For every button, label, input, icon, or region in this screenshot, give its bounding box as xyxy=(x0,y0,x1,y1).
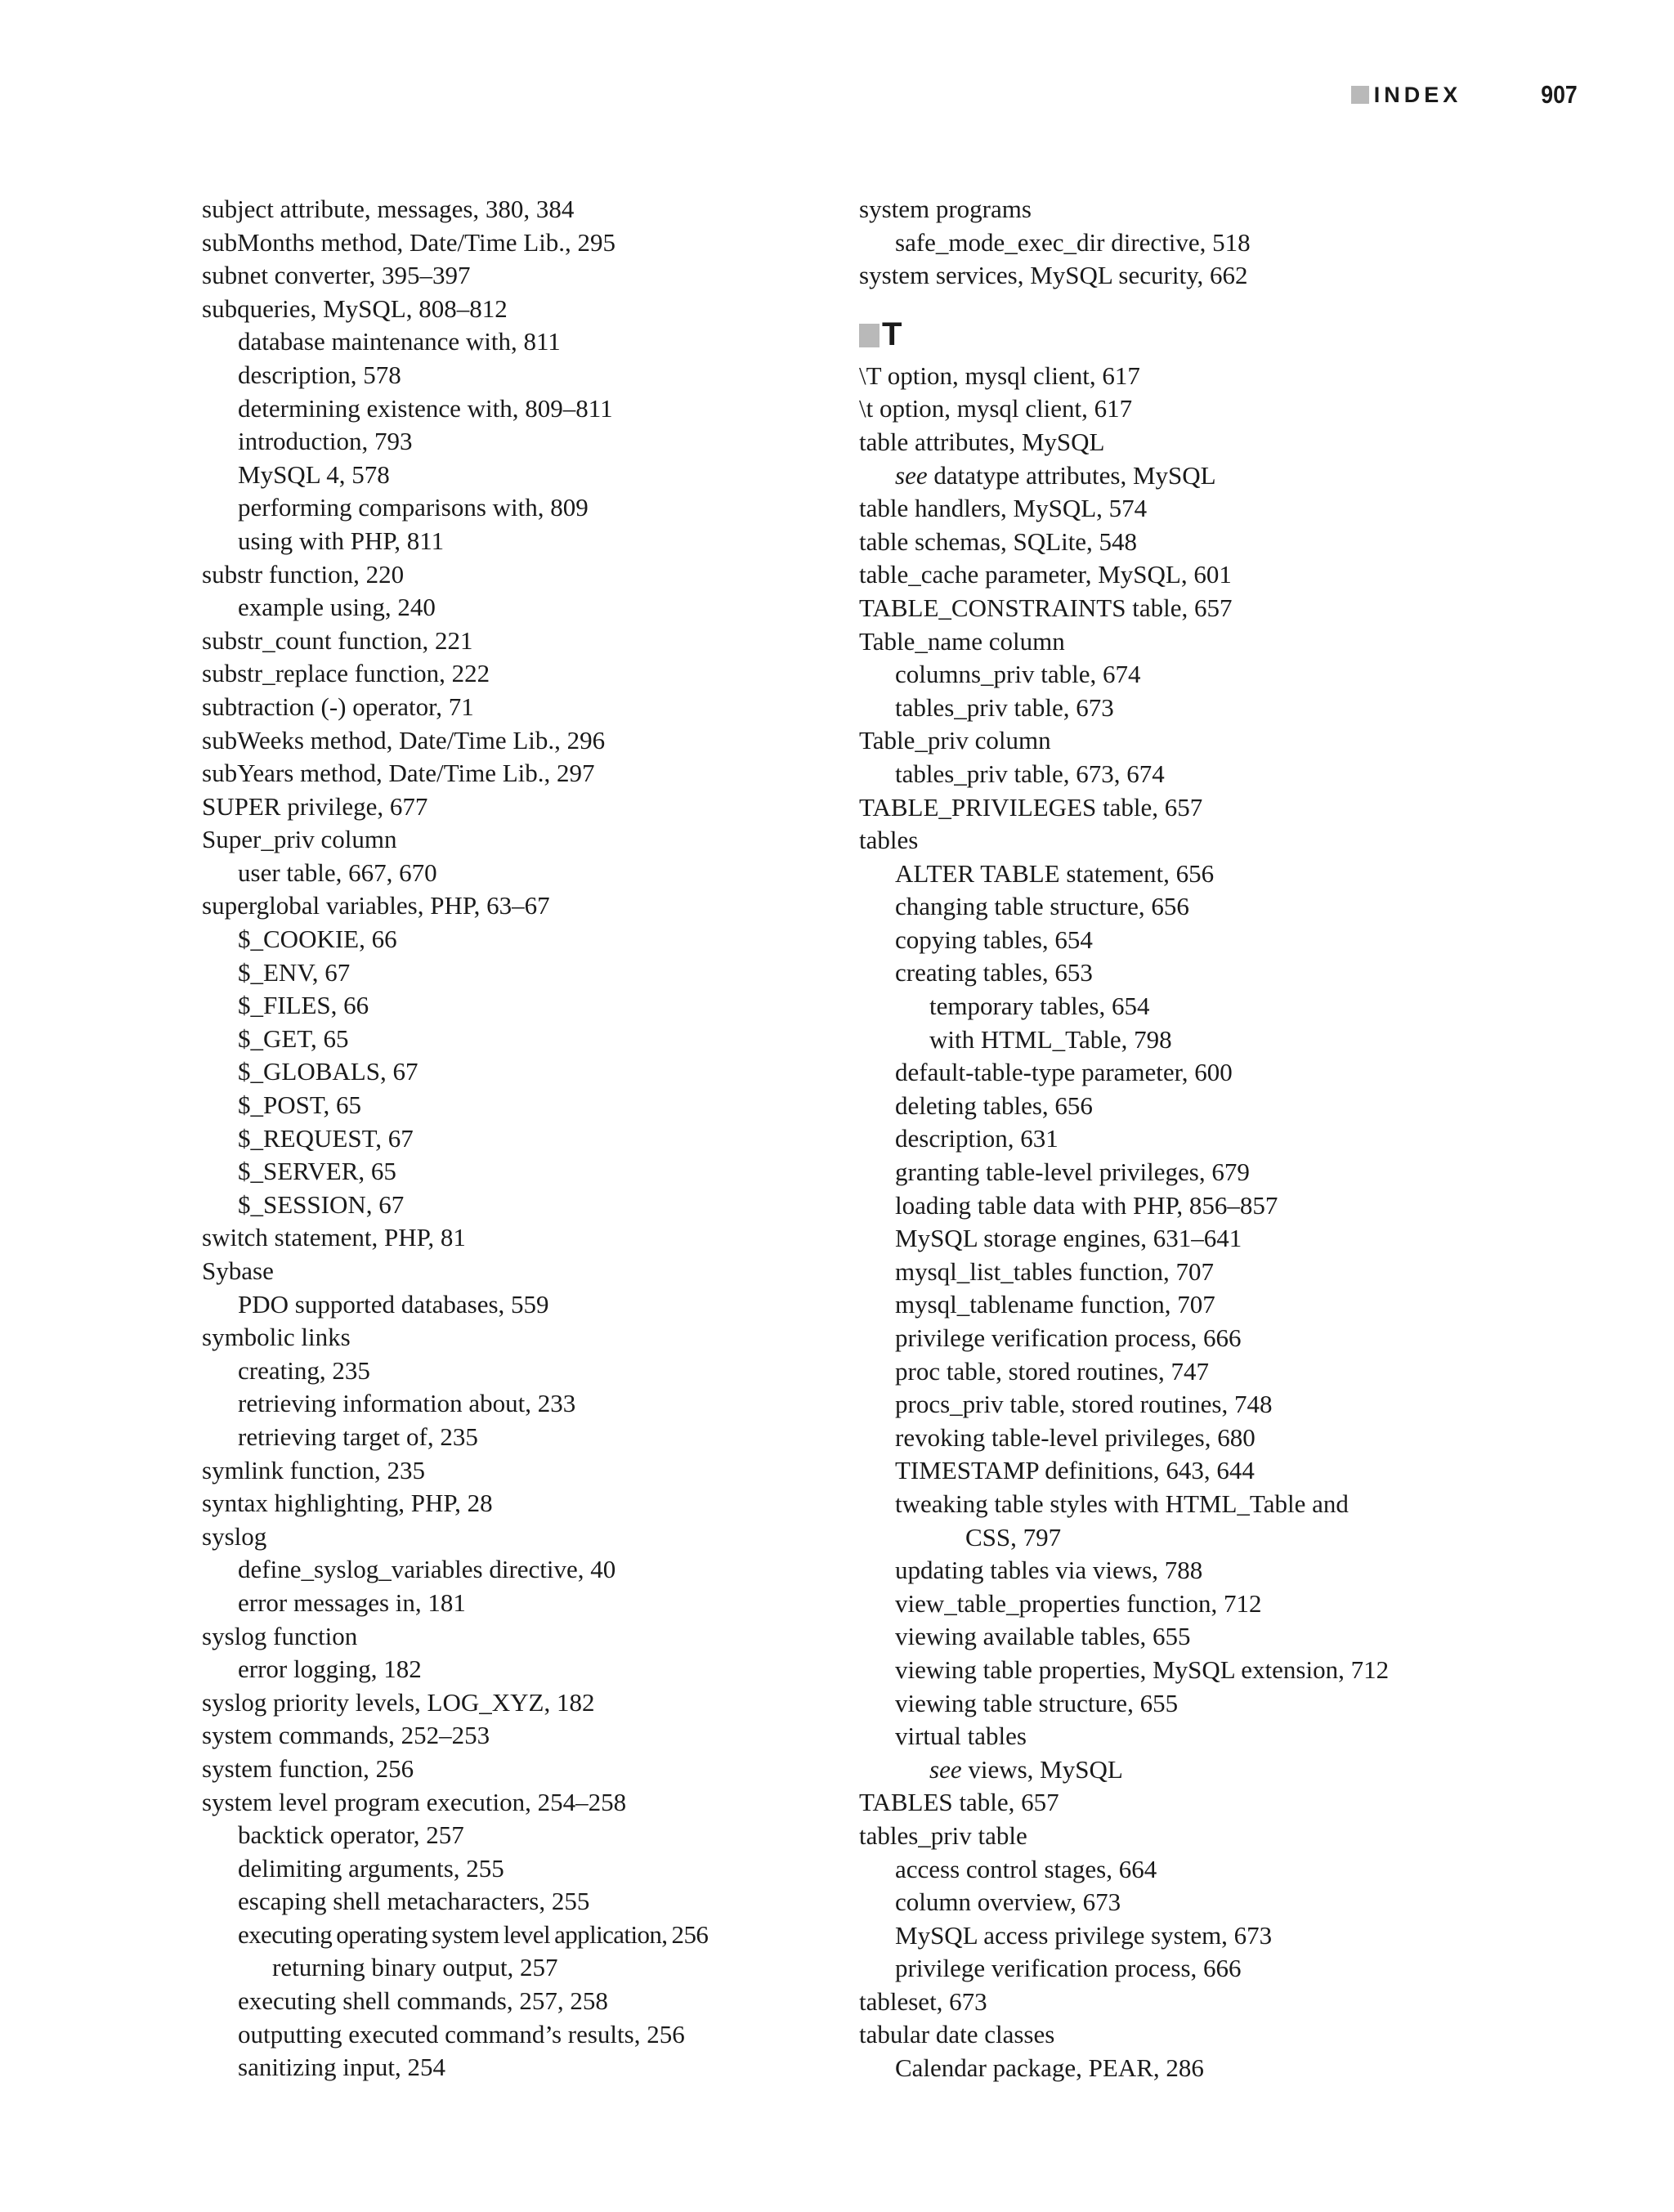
index-entry-text: creating, 235 xyxy=(238,1355,370,1385)
index-entry-text: sanitizing input, 254 xyxy=(238,2053,446,2082)
index-entry xyxy=(202,359,856,392)
index-entry-text: subqueries, MySQL, 808–812 xyxy=(202,293,508,323)
index-entry-text: user table, 667, 670 xyxy=(238,857,437,887)
index-entry-text: columns_priv table, 674 xyxy=(895,660,1141,689)
index-entry xyxy=(859,1587,1513,1621)
index-entry xyxy=(202,1122,856,1156)
index-entry-text: system commands, 252–253 xyxy=(202,1721,490,1750)
index-entry-text: table attributes, MySQL xyxy=(859,427,1105,456)
index-entry-text: MySQL 4, 578 xyxy=(238,459,390,489)
index-entry xyxy=(859,692,1513,725)
index-entry-text: loading table data with PHP, 856–857 xyxy=(895,1190,1278,1220)
index-entry-text: subYears method, Date/Time Lib., 297 xyxy=(202,759,595,788)
index-entry-text: symbolic links xyxy=(202,1323,351,1352)
index-entry-text: Sybase xyxy=(202,1256,274,1285)
index-entry-text: revoking table-level privileges, 680 xyxy=(895,1422,1256,1452)
index-entry xyxy=(202,956,856,990)
index-entry xyxy=(202,425,856,459)
index-entry xyxy=(859,1753,1513,1787)
index-entry-text: $_SESSION, 67 xyxy=(238,1189,405,1219)
section-heading xyxy=(859,310,1513,360)
index-entry xyxy=(859,890,1513,924)
cross-reference-prefix: see xyxy=(895,460,928,490)
index-entry xyxy=(202,1985,856,2018)
index-entry-text: Table_name column xyxy=(859,626,1065,656)
index-entry xyxy=(202,1189,856,1222)
index-entry-text: introduction, 793 xyxy=(238,427,413,456)
index-entry xyxy=(859,226,1513,260)
index-entry-text: table schemas, SQLite, 548 xyxy=(859,526,1138,556)
index-entry xyxy=(859,1256,1513,1289)
index-entry xyxy=(859,193,1513,226)
index-entry xyxy=(859,956,1513,990)
index-entry xyxy=(202,1355,856,1388)
index-entry-text: TABLE_CONSTRAINTS table, 657 xyxy=(859,593,1233,622)
index-entry-text: Super_priv column xyxy=(202,825,397,854)
index-entry xyxy=(859,791,1513,825)
index-entry-text: system level program execution, 254–258 xyxy=(202,1787,627,1816)
index-entry-text: subMonths method, Date/Time Lib., 295 xyxy=(202,227,616,257)
index-entry xyxy=(202,1553,856,1587)
index-entry xyxy=(859,1288,1513,1322)
index-entry xyxy=(202,1255,856,1288)
index-entry-text: determining existence with, 809–811 xyxy=(238,393,613,423)
index-entry-text: retrieving target of, 235 xyxy=(238,1422,478,1451)
index-entry xyxy=(202,459,856,492)
index-entry xyxy=(859,1720,1513,1753)
index-entry xyxy=(202,1919,856,1952)
index-entry-text: subtraction (-) operator, 71 xyxy=(202,692,474,721)
index-entry-text: default-table-type parameter, 600 xyxy=(895,1058,1233,1087)
header-marker xyxy=(1351,86,1369,104)
index-entry xyxy=(202,823,856,857)
index-entry xyxy=(859,2018,1513,2052)
index-entry xyxy=(202,1421,856,1454)
index-entry xyxy=(859,1687,1513,1721)
index-entry xyxy=(202,1852,856,1886)
index-entry-text: superglobal variables, PHP, 63–67 xyxy=(202,891,550,920)
index-entry xyxy=(859,1886,1513,1919)
index-entry xyxy=(202,1786,856,1820)
index-entry-text: subnet converter, 395–397 xyxy=(202,261,471,290)
index-entry xyxy=(859,1422,1513,1455)
index-entry-text: outputting executed command’s results, 256 xyxy=(238,2019,685,2049)
index-entry-text: privilege verification process, 666 xyxy=(895,1323,1242,1352)
index-entry xyxy=(859,1654,1513,1687)
index-entry-text: $_COOKIE, 66 xyxy=(238,925,397,954)
index-entry-text: $_FILES, 66 xyxy=(238,991,369,1020)
index-entry xyxy=(202,193,856,226)
index-entry-text: system services, MySQL security, 662 xyxy=(859,261,1248,290)
index-entry xyxy=(202,1885,856,1919)
index-entry-text: retrieving information about, 233 xyxy=(238,1389,576,1418)
index-entry xyxy=(859,1853,1513,1887)
index-entry-text: datatype attributes, MySQL xyxy=(933,460,1216,490)
index-entry-text: description, 578 xyxy=(238,360,401,389)
index-entry-text: safe_mode_exec_dir directive, 518 xyxy=(895,227,1251,257)
index-entry xyxy=(202,1487,856,1520)
index-entry-text: system function, 256 xyxy=(202,1753,414,1783)
index-entry xyxy=(859,1820,1513,1853)
index-entry xyxy=(202,558,856,592)
index-column-left xyxy=(202,193,856,2084)
index-entry-text: database maintenance with, 811 xyxy=(238,327,561,356)
index-entry xyxy=(859,1388,1513,1422)
index-entry-text: views, MySQL xyxy=(968,1754,1123,1784)
index-entry-text: viewing table properties, MySQL extension, 712 xyxy=(895,1655,1390,1684)
index-entry-text: access control stages, 664 xyxy=(895,1854,1157,1883)
index-entry xyxy=(202,259,856,293)
index-entry xyxy=(859,459,1513,493)
index-entry-text: MySQL storage engines, 631–641 xyxy=(895,1224,1242,1253)
index-entry xyxy=(202,392,856,426)
index-entry-text: table_cache parameter, MySQL, 601 xyxy=(859,560,1232,589)
index-entry xyxy=(202,691,856,724)
index-entry xyxy=(859,1189,1513,1223)
index-entry-text: subWeeks method, Date/Time Lib., 296 xyxy=(202,725,606,754)
index-entry xyxy=(202,889,856,923)
index-entries-bottom xyxy=(859,360,1513,2085)
index-entry xyxy=(202,1055,856,1089)
index-entry-text: syslog function xyxy=(202,1621,358,1650)
page-number: 907 xyxy=(1541,80,1578,109)
index-entry xyxy=(202,1753,856,1786)
index-entry xyxy=(859,592,1513,625)
index-entry-text: switch statement, PHP, 81 xyxy=(202,1223,466,1252)
index-entry xyxy=(859,990,1513,1023)
index-entry xyxy=(859,526,1513,559)
cross-reference-prefix: see xyxy=(929,1754,962,1784)
index-entry xyxy=(859,259,1513,293)
running-header xyxy=(1351,80,1578,110)
index-entry xyxy=(859,1056,1513,1090)
index-entry xyxy=(202,1819,856,1852)
index-entry xyxy=(202,1520,856,1554)
index-entry-text: changing table structure, 656 xyxy=(895,892,1189,921)
index-entry xyxy=(202,790,856,824)
index-entry xyxy=(859,1986,1513,2019)
index-entry-text: symlink function, 235 xyxy=(202,1455,425,1484)
index-entry xyxy=(202,1321,856,1355)
index-entry xyxy=(859,2052,1513,2085)
index-entry xyxy=(859,924,1513,957)
index-entry xyxy=(202,923,856,956)
index-entry-text: Calendar package, PEAR, 286 xyxy=(895,2053,1204,2083)
index-entry-text: viewing available tables, 655 xyxy=(895,1622,1191,1651)
index-entry-text: updating tables via views, 788 xyxy=(895,1556,1203,1585)
index-entry-text: system programs xyxy=(859,195,1032,223)
index-entry xyxy=(859,426,1513,459)
index-entry-text: tables xyxy=(859,826,919,855)
index-entry xyxy=(859,824,1513,857)
index-entry-text: virtual tables xyxy=(895,1722,1027,1751)
index-entry-text: subject attribute, messages, 380, 384 xyxy=(202,195,575,223)
index-entry xyxy=(859,1222,1513,1256)
index-entry-text: privilege verification process, 666 xyxy=(895,1954,1242,1983)
index-entry-text: tables_priv table xyxy=(859,1820,1027,1850)
index-entry xyxy=(859,1023,1513,1057)
index-entry xyxy=(202,591,856,625)
index-entry-text: $_ENV, 67 xyxy=(238,957,351,987)
index-entry-text: tabular date classes xyxy=(859,2020,1055,2049)
index-entry xyxy=(859,1090,1513,1123)
index-entry-text: returning binary output, 257 xyxy=(272,1953,558,1982)
index-entry-text: creating tables, 653 xyxy=(895,958,1093,987)
index-entry-text: performing comparisons with, 809 xyxy=(238,493,589,522)
index-entry xyxy=(202,657,856,691)
index-entry xyxy=(202,1653,856,1686)
index-entry-text: description, 631 xyxy=(895,1124,1059,1153)
index-entry-text: table handlers, MySQL, 574 xyxy=(859,494,1148,523)
index-entry-text: column overview, 673 xyxy=(895,1887,1121,1917)
index-entry xyxy=(859,625,1513,659)
index-entry xyxy=(859,1554,1513,1587)
index-entry-text: SUPER privilege, 677 xyxy=(202,791,428,821)
index-entry-text: view_table_properties function, 712 xyxy=(895,1588,1262,1618)
index-entry-text: substr_count function, 221 xyxy=(202,625,473,655)
header-label: INDEX xyxy=(1373,82,1462,107)
index-entry xyxy=(859,1919,1513,1953)
index-entry xyxy=(859,1454,1513,1488)
index-entry xyxy=(202,625,856,658)
index-entry-text: tweaking table styles with HTML_Table and xyxy=(895,1489,1349,1518)
index-entry-text: copying tables, 654 xyxy=(895,925,1093,954)
index-entry xyxy=(202,1587,856,1620)
index-entry-text: TABLE_PRIVILEGES table, 657 xyxy=(859,792,1203,822)
index-entry xyxy=(202,226,856,260)
index-entry xyxy=(202,1454,856,1488)
index-entry xyxy=(202,989,856,1023)
index-entry xyxy=(859,1488,1513,1521)
section-marker xyxy=(859,324,880,347)
index-entry-text: executing shell commands, 257, 258 xyxy=(238,1986,608,2016)
index-entry xyxy=(859,1952,1513,1986)
index-entry xyxy=(202,857,856,890)
index-entry xyxy=(859,724,1513,758)
section-letter: T xyxy=(882,316,902,353)
index-entry xyxy=(859,758,1513,791)
index-entry-text: granting table-level privileges, 679 xyxy=(895,1157,1250,1187)
index-entry-text: $_REQUEST, 67 xyxy=(238,1123,414,1153)
index-entry xyxy=(859,1620,1513,1654)
index-entry-text: Table_priv column xyxy=(859,726,1051,755)
index-entry-text: CSS, 797 xyxy=(965,1522,1062,1552)
index-entry-text: substr_replace function, 222 xyxy=(202,659,490,688)
index-entry-text: example using, 240 xyxy=(238,593,436,622)
index-entry xyxy=(202,2018,856,2052)
index-entry xyxy=(859,492,1513,526)
index-entry-text: backtick operator, 257 xyxy=(238,1820,464,1850)
index-entry-text: with HTML_Table, 798 xyxy=(929,1024,1172,1054)
index-entry-text: PDO supported databases, 559 xyxy=(238,1289,549,1319)
index-entry xyxy=(202,1023,856,1056)
index-entry xyxy=(202,293,856,326)
index-entry xyxy=(859,1786,1513,1820)
index-entry-text: tables_priv table, 673 xyxy=(895,692,1114,722)
index-entry-text: TIMESTAMP definitions, 643, 644 xyxy=(895,1456,1255,1485)
index-entry xyxy=(859,857,1513,891)
index-column-right xyxy=(859,193,1513,2085)
index-entry-text: viewing table structure, 655 xyxy=(895,1688,1179,1717)
index-entry xyxy=(202,757,856,790)
index-entry xyxy=(859,1521,1513,1555)
index-entry-text: define_syslog_variables directive, 40 xyxy=(238,1555,616,1584)
index-entry-text: $_POST, 65 xyxy=(238,1090,362,1120)
index-entry xyxy=(202,1686,856,1720)
index-entry-text: syslog xyxy=(202,1521,267,1551)
index-entry xyxy=(859,558,1513,592)
index-entry xyxy=(859,658,1513,692)
index-entry-text: delimiting arguments, 255 xyxy=(238,1853,504,1883)
index-entry-text: proc table, stored routines, 747 xyxy=(895,1356,1209,1386)
index-entry-text: tableset, 673 xyxy=(859,1986,987,2016)
index-entry xyxy=(859,392,1513,426)
index-entry-text: TABLES table, 657 xyxy=(859,1788,1059,1817)
index-entry-text: syntax highlighting, PHP, 28 xyxy=(202,1489,493,1518)
index-entry-text: $_GLOBALS, 67 xyxy=(238,1057,418,1086)
index-entry-text: error logging, 182 xyxy=(238,1655,422,1684)
index-entry-text: using with PHP, 811 xyxy=(238,526,445,555)
index-entry-text: MySQL access privilege system, 673 xyxy=(895,1920,1273,1950)
index-entry-text: temporary tables, 654 xyxy=(929,992,1150,1021)
index-entry-text: $_GET, 65 xyxy=(238,1023,349,1053)
index-entry xyxy=(859,1322,1513,1355)
index-entry-text: executing operating system level application, 256 xyxy=(238,1919,709,1949)
index-entry-text: error messages in, 181 xyxy=(238,1587,466,1617)
index-entry xyxy=(859,1156,1513,1189)
index-entry-text: procs_priv table, stored routines, 748 xyxy=(895,1390,1273,1419)
index-entry xyxy=(202,525,856,558)
index-entry xyxy=(202,325,856,359)
index-entry-text: \t option, mysql client, 617 xyxy=(859,394,1133,423)
index-entry xyxy=(202,1719,856,1753)
index-entry-text: tables_priv table, 673, 674 xyxy=(895,759,1165,788)
index-entry xyxy=(859,1355,1513,1389)
index-entry xyxy=(202,491,856,525)
index-entry xyxy=(859,360,1513,393)
index-entry-text: syslog priority levels, LOG_XYZ, 182 xyxy=(202,1687,595,1717)
index-entry xyxy=(202,1288,856,1322)
index-entry-text: mysql_tablename function, 707 xyxy=(895,1290,1215,1319)
index-entry xyxy=(202,2051,856,2084)
index-entries-top xyxy=(859,193,1513,293)
index-entry xyxy=(202,1387,856,1421)
index-entry-text: mysql_list_tables function, 707 xyxy=(895,1256,1215,1286)
index-entry-text: substr function, 220 xyxy=(202,559,405,589)
index-entry-text: deleting tables, 656 xyxy=(895,1090,1093,1120)
index-entry xyxy=(202,1620,856,1654)
index-entry xyxy=(202,1155,856,1189)
index-entry xyxy=(202,1221,856,1255)
index-entry xyxy=(859,1122,1513,1156)
index-entry-text: ALTER TABLE statement, 656 xyxy=(895,858,1215,888)
index-entry xyxy=(202,1951,856,1985)
index-entry xyxy=(202,724,856,758)
index-entry xyxy=(202,1089,856,1122)
index-entry-text: $_SERVER, 65 xyxy=(238,1157,396,1186)
index-entry-text: \T option, mysql client, 617 xyxy=(859,360,1140,390)
index-entry-text: escaping shell metacharacters, 255 xyxy=(238,1887,590,1916)
